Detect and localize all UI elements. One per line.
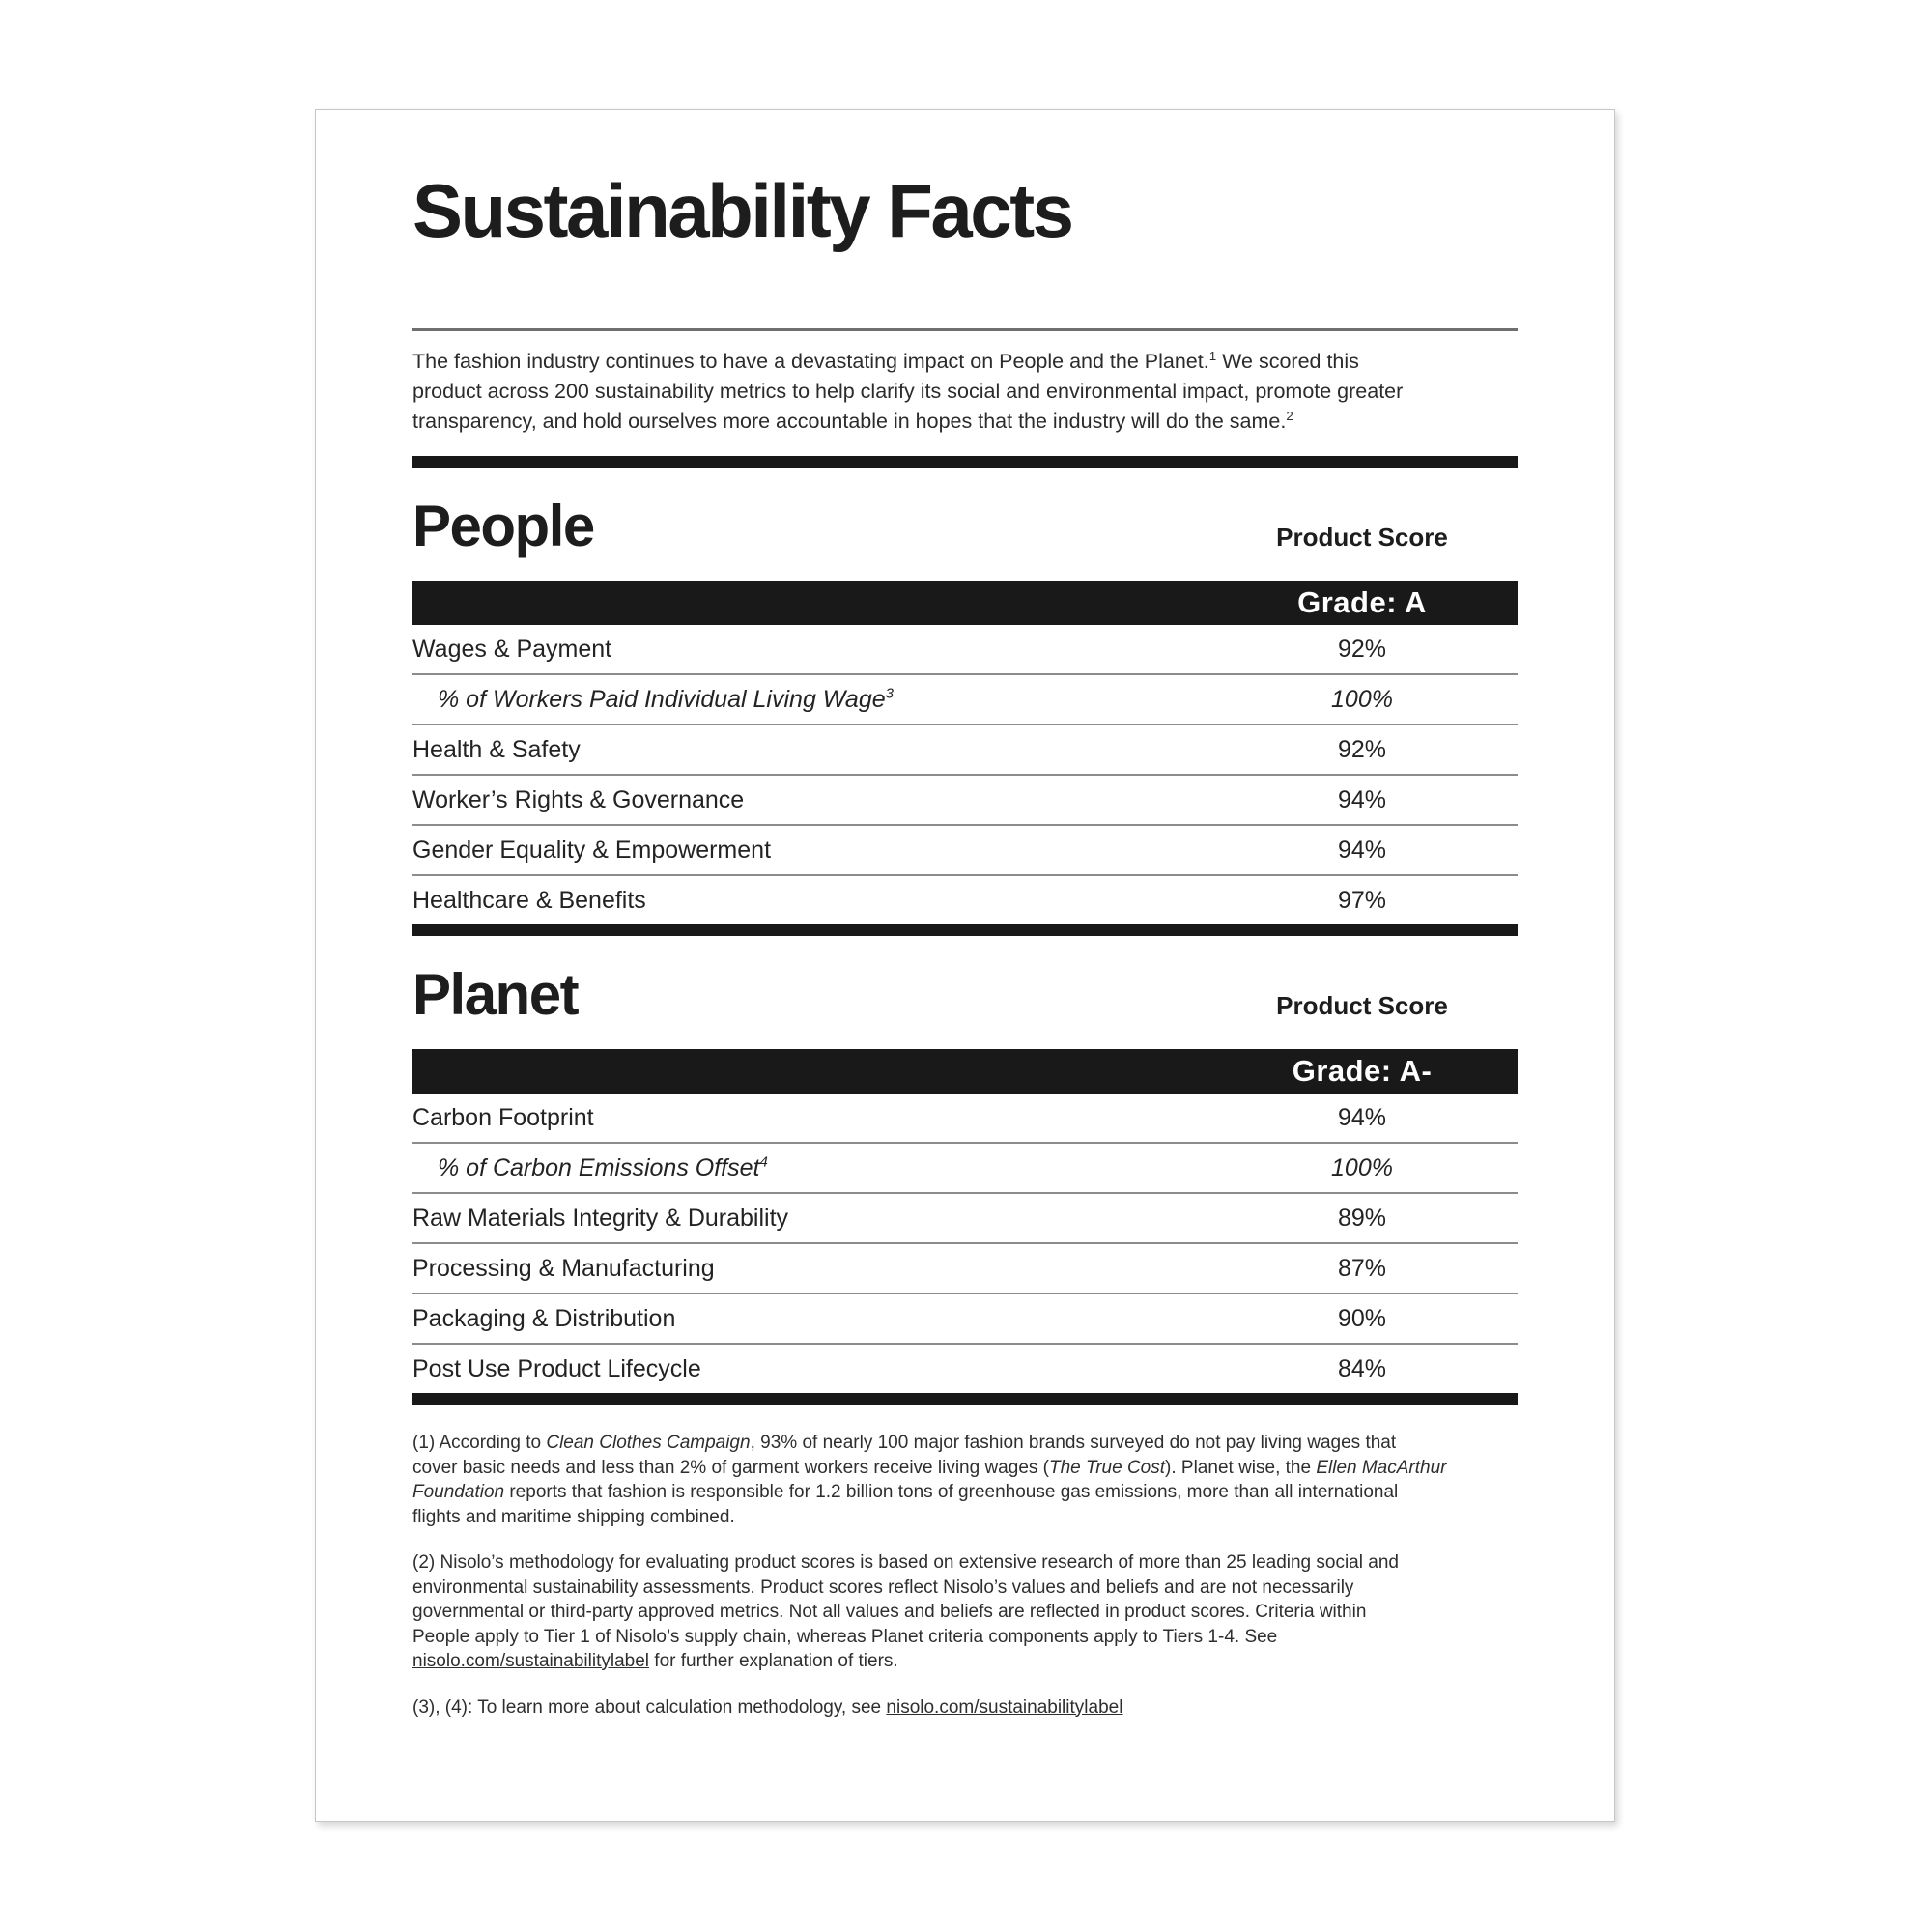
- table-row: [412, 675, 1518, 725]
- text: The fashion industry continues to have a devastating impact on People and the Planet.: [412, 350, 1209, 374]
- table-row: [412, 1144, 1518, 1194]
- sustainability-facts-label: [315, 109, 1615, 1822]
- row-value: 100%: [1331, 685, 1393, 713]
- text: governmental or third-party approved metrics. Not all values and beliefs are reflected in product scores. Criteria within: [412, 1602, 1367, 1623]
- table-row: [412, 876, 1518, 924]
- people-product-score-label: Product Score: [1276, 523, 1448, 553]
- people-header-row: [412, 493, 1518, 559]
- row-label: Carbon Footprint: [412, 1103, 594, 1131]
- text: cover basic needs and less than 2% of garment workers receive living wages (: [412, 1457, 1049, 1478]
- table-row: [412, 1244, 1518, 1294]
- people-grade-bar: [412, 581, 1518, 625]
- row-value: 97%: [1337, 886, 1387, 914]
- row-label: Raw Materials Integrity & Durability: [412, 1204, 789, 1232]
- section-divider-middle: [412, 924, 1518, 936]
- footnote-ref: 1: [1208, 348, 1217, 363]
- row-value: 84%: [1337, 1354, 1387, 1382]
- footnotes: [412, 1431, 1518, 1719]
- people-score-table: [412, 625, 1518, 924]
- table-row: [412, 725, 1518, 776]
- row-label: Packaging & Distribution: [412, 1304, 676, 1332]
- row-label: Post Use Product Lifecycle: [412, 1354, 701, 1382]
- row-label: Processing & Manufacturing: [412, 1254, 715, 1282]
- row-value: 92%: [1337, 635, 1387, 663]
- footnote-ref: 3: [885, 685, 894, 702]
- text: flights and maritime shipping combined.: [412, 1506, 735, 1527]
- footnote-ref: 2: [1286, 408, 1293, 423]
- people-grade-value: Grade: A: [1297, 585, 1427, 620]
- row-label: % of Carbon Emissions Offset$^4$: [438, 1153, 768, 1181]
- table-row: [412, 1194, 1518, 1244]
- text: ). Planet wise, the: [1165, 1457, 1317, 1478]
- row-value: 87%: [1337, 1254, 1387, 1282]
- text: We scored this: [1216, 350, 1359, 374]
- section-divider-bottom: [412, 1393, 1518, 1405]
- row-value: 90%: [1337, 1304, 1387, 1332]
- text: (3), (4): To learn more about calculation methodology, see: [412, 1696, 887, 1718]
- section-people: [412, 493, 1518, 924]
- footnote-3: [412, 1695, 1518, 1720]
- text: People apply to Tier 1 of Nisolo’s supply chain, whereas Planet criteria components apply to Tiers 1-4. See: [412, 1626, 1278, 1647]
- table-row: [412, 1094, 1518, 1144]
- text: (1) According to: [412, 1433, 547, 1454]
- footnote-2: [412, 1550, 1518, 1674]
- planet-product-score-label: Product Score: [1276, 991, 1448, 1021]
- italic-text: The True Cost: [1049, 1457, 1166, 1478]
- footnote-ref: 4: [759, 1153, 768, 1171]
- row-value: 94%: [1337, 785, 1387, 813]
- sustainability-label-link[interactable]: nisolo.com/sustainabilitylabel: [412, 1651, 650, 1672]
- italic-text: Ellen MacArthur: [1316, 1457, 1447, 1478]
- section-divider-top: [412, 456, 1518, 468]
- text: , 93% of nearly 100 major fashion brands surveyed do not pay living wages that: [750, 1433, 1397, 1454]
- row-label: % of Workers Paid Individual Living Wage$^3$: [438, 685, 894, 713]
- row-value: 100%: [1331, 1153, 1393, 1181]
- row-label: Worker’s Rights & Governance: [412, 785, 745, 813]
- footnote-1: [412, 1431, 1518, 1529]
- italic-text: Clean Clothes Campaign: [546, 1433, 751, 1454]
- planet-score-table: [412, 1094, 1518, 1393]
- table-row: [412, 1294, 1518, 1345]
- italic-text: Foundation: [412, 1482, 505, 1503]
- planet-grade-value: Grade: A-: [1292, 1054, 1433, 1089]
- title-divider: [412, 328, 1518, 331]
- text: reports that fashion is responsible for 1.2 billion tons of greenhouse gas emissions, more than all international: [504, 1482, 1399, 1503]
- table-row: [412, 1345, 1518, 1393]
- row-value: 94%: [1337, 1103, 1387, 1131]
- row-label: Health & Safety: [412, 735, 581, 763]
- people-section-title: People: [412, 494, 594, 559]
- table-row: [412, 625, 1518, 675]
- row-label: Gender Equality & Empowerment: [412, 836, 772, 864]
- row-value: 92%: [1337, 735, 1387, 763]
- table-row: [412, 776, 1518, 826]
- intro-paragraph: [412, 347, 1518, 437]
- row-label: Wages & Payment: [412, 635, 612, 663]
- section-planet: [412, 961, 1518, 1393]
- text: transparency, and hold ourselves more accountable in hopes that the industry will do the same.: [412, 410, 1287, 434]
- text: (2) Nisolo’s methodology for evaluating product scores is based on extensive research of more than 25 leading social and: [412, 1552, 1399, 1574]
- planet-section-title: Planet: [412, 962, 579, 1028]
- planet-header-row: [412, 961, 1518, 1028]
- planet-grade-bar: [412, 1049, 1518, 1094]
- text: product across 200 sustainability metrics to help clarify its social and environmental impact, promote greater: [412, 380, 1404, 404]
- sustainability-label-link[interactable]: nisolo.com/sustainabilitylabel: [886, 1696, 1123, 1718]
- table-row: [412, 826, 1518, 876]
- text: for further explanation of tiers.: [649, 1651, 898, 1672]
- row-value: 94%: [1337, 836, 1387, 864]
- page-title: Sustainability Facts: [412, 168, 1072, 253]
- row-value: 89%: [1337, 1204, 1387, 1232]
- row-label: Healthcare & Benefits: [412, 886, 646, 914]
- text: environmental sustainability assessments. Product scores reflect Nisolo’s values and beliefs and are not necessarily: [412, 1577, 1354, 1598]
